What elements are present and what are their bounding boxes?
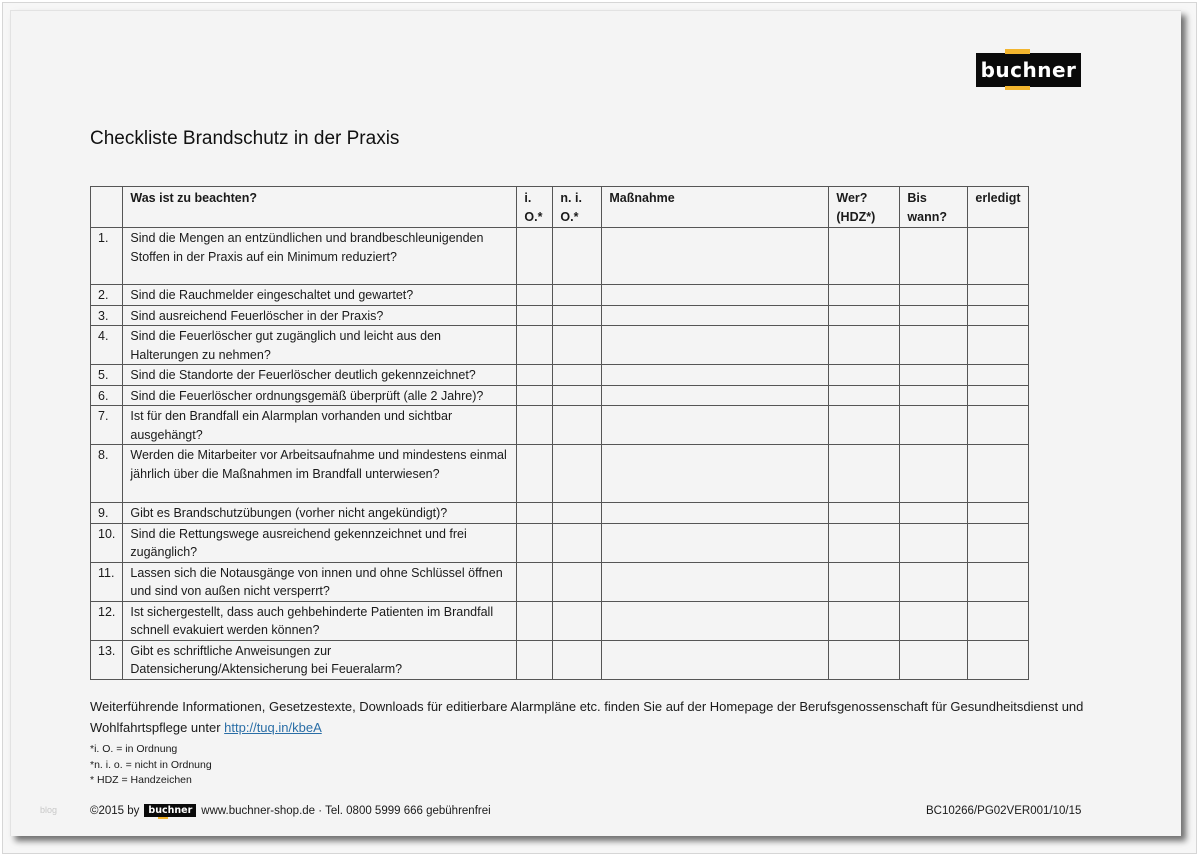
cell-erledigt[interactable] — [968, 562, 1028, 601]
table-row — [91, 305, 1029, 326]
cell-io[interactable] — [517, 285, 553, 306]
cell-nio[interactable] — [553, 503, 602, 524]
cell-bis-wann[interactable] — [900, 365, 968, 386]
row-number: 3. — [91, 305, 123, 326]
cell-nio[interactable] — [553, 640, 602, 679]
footer-doc-code: BC10266/PG02VER001/10/15 — [926, 805, 1082, 817]
cell-nio[interactable] — [553, 601, 602, 640]
cell-massnahme[interactable] — [602, 523, 829, 562]
cell-massnahme[interactable] — [602, 385, 829, 406]
cell-io[interactable] — [517, 228, 553, 285]
legend-item: *i. O. = in Ordnung — [90, 743, 178, 755]
cell-erledigt[interactable] — [968, 503, 1028, 524]
cell-bis-wann[interactable] — [900, 562, 968, 601]
row-number: 7. — [91, 406, 123, 445]
cell-bis-wann[interactable] — [900, 406, 968, 445]
cell-massnahme[interactable] — [602, 406, 829, 445]
cell-bis-wann[interactable] — [900, 228, 968, 285]
cell-massnahme[interactable] — [602, 305, 829, 326]
table-row — [91, 285, 1029, 306]
legend-item: *n. i. o. = nicht in Ordnung — [90, 758, 212, 771]
row-question: Ist für den Brandfall ein Alarmplan vorhanden und sichtbar ausgehängt? — [123, 406, 517, 445]
row-question: Gibt es Brandschutzübungen (vorher nicht angekündigt)? — [123, 503, 517, 524]
cell-massnahme[interactable] — [602, 640, 829, 679]
cell-io[interactable] — [517, 406, 553, 445]
header-bis-wann: Bis wann? — [900, 187, 968, 228]
table-header-row — [91, 187, 1029, 228]
cell-io[interactable] — [517, 640, 553, 679]
info-link[interactable]: http://tuq.in/kbeA — [224, 720, 322, 735]
row-number: 2. — [91, 285, 123, 306]
header-question: Was ist zu beachten? — [123, 187, 517, 228]
table-row — [91, 601, 1029, 640]
cell-nio[interactable] — [553, 365, 602, 386]
row-number: 6. — [91, 385, 123, 406]
cell-erledigt[interactable] — [968, 445, 1028, 503]
watermark: blog — [40, 805, 58, 815]
row-number: 1. — [91, 228, 123, 285]
cell-nio[interactable] — [553, 305, 602, 326]
legend — [90, 742, 212, 789]
cell-bis-wann[interactable] — [900, 523, 968, 562]
cell-massnahme[interactable] — [602, 365, 829, 386]
row-number: 13. — [91, 640, 123, 679]
cell-io[interactable] — [517, 445, 553, 503]
header-nio: n. i. O.* — [553, 187, 602, 228]
header-io: i. O.* — [517, 187, 553, 228]
table-row — [91, 523, 1029, 562]
row-question: Sind die Rettungswege ausreichend gekennzeichnet und frei zugänglich? — [123, 523, 517, 562]
footer-left — [90, 804, 491, 817]
row-question: Sind die Mengen an entzündlichen und brandbeschleunigenden Stoffen in der Praxis auf ein Minimum reduziert? — [123, 228, 517, 285]
cell-wer[interactable] — [829, 562, 900, 601]
row-question: Gibt es schriftliche Anweisungen zur Datensicherung/Aktensicherung bei Feueralarm? — [123, 640, 517, 679]
cell-io[interactable] — [517, 503, 553, 524]
cell-erledigt[interactable] — [968, 365, 1028, 386]
info-text: Weiterführende Informationen, Gesetzestexte, Downloads für editierbare Alarmpläne etc. finden Sie auf der Homepage der Berufsgenossenschaft für Gesundheitsdienst und Wohlfahrtspflege unter — [90, 699, 1084, 735]
cell-massnahme[interactable] — [602, 228, 829, 285]
row-question: Ist sichergestellt, dass auch gehbehinderte Patienten im Brandfall schnell evakuiert werden können? — [123, 601, 517, 640]
header-massnahme: Maßnahme — [602, 187, 829, 228]
cell-massnahme[interactable] — [602, 285, 829, 306]
cell-nio[interactable] — [553, 406, 602, 445]
cell-wer[interactable] — [829, 503, 900, 524]
cell-massnahme[interactable] — [602, 562, 829, 601]
cell-io[interactable] — [517, 385, 553, 406]
cell-nio[interactable] — [553, 445, 602, 503]
legend-item: * HDZ = Handzeichen — [90, 774, 192, 787]
row-question: Sind ausreichend Feuerlöscher in der Praxis? — [123, 305, 517, 326]
checklist-table — [90, 186, 1029, 680]
logo-text: buchner — [980, 58, 1077, 82]
row-number: 5. — [91, 365, 123, 386]
row-question: Sind die Standorte der Feuerlöscher deutlich gekennzeichnet? — [123, 365, 517, 386]
row-question: Sind die Rauchmelder eingeschaltet und gewartet? — [123, 285, 517, 306]
cell-io[interactable] — [517, 305, 553, 326]
table-row — [91, 503, 1029, 524]
cell-io[interactable] — [517, 326, 553, 365]
footer-mini-logo: buchner — [144, 804, 196, 817]
cell-wer[interactable] — [829, 601, 900, 640]
cell-bis-wann[interactable] — [900, 385, 968, 406]
cell-io[interactable] — [517, 601, 553, 640]
table-row — [91, 326, 1029, 365]
cell-nio[interactable] — [553, 523, 602, 562]
cell-erledigt[interactable] — [968, 406, 1028, 445]
table-row — [91, 228, 1029, 285]
cell-erledigt[interactable] — [968, 640, 1028, 679]
cell-wer[interactable] — [829, 640, 900, 679]
cell-nio[interactable] — [553, 385, 602, 406]
table-row — [91, 406, 1029, 445]
cell-bis-wann[interactable] — [900, 503, 968, 524]
header-erledigt: erledigt — [968, 187, 1028, 228]
cell-wer[interactable] — [829, 326, 900, 365]
table-row — [91, 365, 1029, 386]
cell-wer[interactable] — [829, 285, 900, 306]
row-number: 8. — [91, 445, 123, 503]
row-number: 4. — [91, 326, 123, 365]
cell-nio[interactable] — [553, 326, 602, 365]
cell-erledigt[interactable] — [968, 326, 1028, 365]
row-number: 11. — [91, 562, 123, 601]
cell-erledigt[interactable] — [968, 285, 1028, 306]
cell-wer[interactable] — [829, 365, 900, 386]
cell-massnahme[interactable] — [602, 503, 829, 524]
cell-nio[interactable] — [553, 228, 602, 285]
table-row — [91, 385, 1029, 406]
row-question: Lassen sich die Notausgänge von innen und ohne Schlüssel öffnen und sind von außen nicht versperrt? — [123, 562, 517, 601]
info-paragraph — [90, 696, 1130, 738]
header-wer: Wer? (HDZ*) — [829, 187, 900, 228]
logo-accent-top — [1005, 49, 1030, 54]
row-question: Werden die Mitarbeiter vor Arbeitsaufnahme und mindestens einmal jährlich über die Maßnahmen im Brandfall unterwiesen? — [123, 445, 517, 503]
cell-bis-wann[interactable] — [900, 445, 968, 503]
cell-bis-wann[interactable] — [900, 285, 968, 306]
cell-io[interactable] — [517, 523, 553, 562]
cell-wer[interactable] — [829, 305, 900, 326]
row-number: 10. — [91, 523, 123, 562]
cell-erledigt[interactable] — [968, 523, 1028, 562]
row-number: 9. — [91, 503, 123, 524]
footer-contact: www.buchner-shop.de · Tel. 0800 5999 666 gebührenfrei — [201, 804, 491, 817]
cell-nio[interactable] — [553, 285, 602, 306]
row-question: Sind die Feuerlöscher gut zugänglich und leicht aus den Halterungen zu nehmen? — [123, 326, 517, 365]
cell-wer[interactable] — [829, 445, 900, 503]
row-question: Sind die Feuerlöscher ordnungsgemäß überprüft (alle 2 Jahre)? — [123, 385, 517, 406]
table-row — [91, 640, 1029, 679]
cell-massnahme[interactable] — [602, 601, 829, 640]
logo-accent-bottom — [1005, 86, 1030, 90]
cell-erledigt[interactable] — [968, 228, 1028, 285]
cell-io[interactable] — [517, 365, 553, 386]
cell-bis-wann[interactable] — [900, 305, 968, 326]
table-row — [91, 445, 1029, 503]
cell-nio[interactable] — [553, 562, 602, 601]
cell-wer[interactable] — [829, 523, 900, 562]
cell-erledigt[interactable] — [968, 601, 1028, 640]
footer-copyright: ©2015 by — [90, 804, 140, 817]
cell-wer[interactable] — [829, 228, 900, 285]
cell-massnahme[interactable] — [602, 326, 829, 365]
page-title: Checkliste Brandschutz in der Praxis — [90, 128, 400, 149]
cell-massnahme[interactable] — [602, 445, 829, 503]
cell-bis-wann[interactable] — [900, 640, 968, 679]
header-num — [91, 187, 123, 228]
cell-wer[interactable] — [829, 385, 900, 406]
cell-bis-wann[interactable] — [900, 326, 968, 365]
cell-wer[interactable] — [829, 406, 900, 445]
table-row — [91, 562, 1029, 601]
cell-bis-wann[interactable] — [900, 601, 968, 640]
cell-erledigt[interactable] — [968, 385, 1028, 406]
buchner-logo — [976, 53, 1081, 87]
cell-io[interactable] — [517, 562, 553, 601]
cell-erledigt[interactable] — [968, 305, 1028, 326]
row-number: 12. — [91, 601, 123, 640]
